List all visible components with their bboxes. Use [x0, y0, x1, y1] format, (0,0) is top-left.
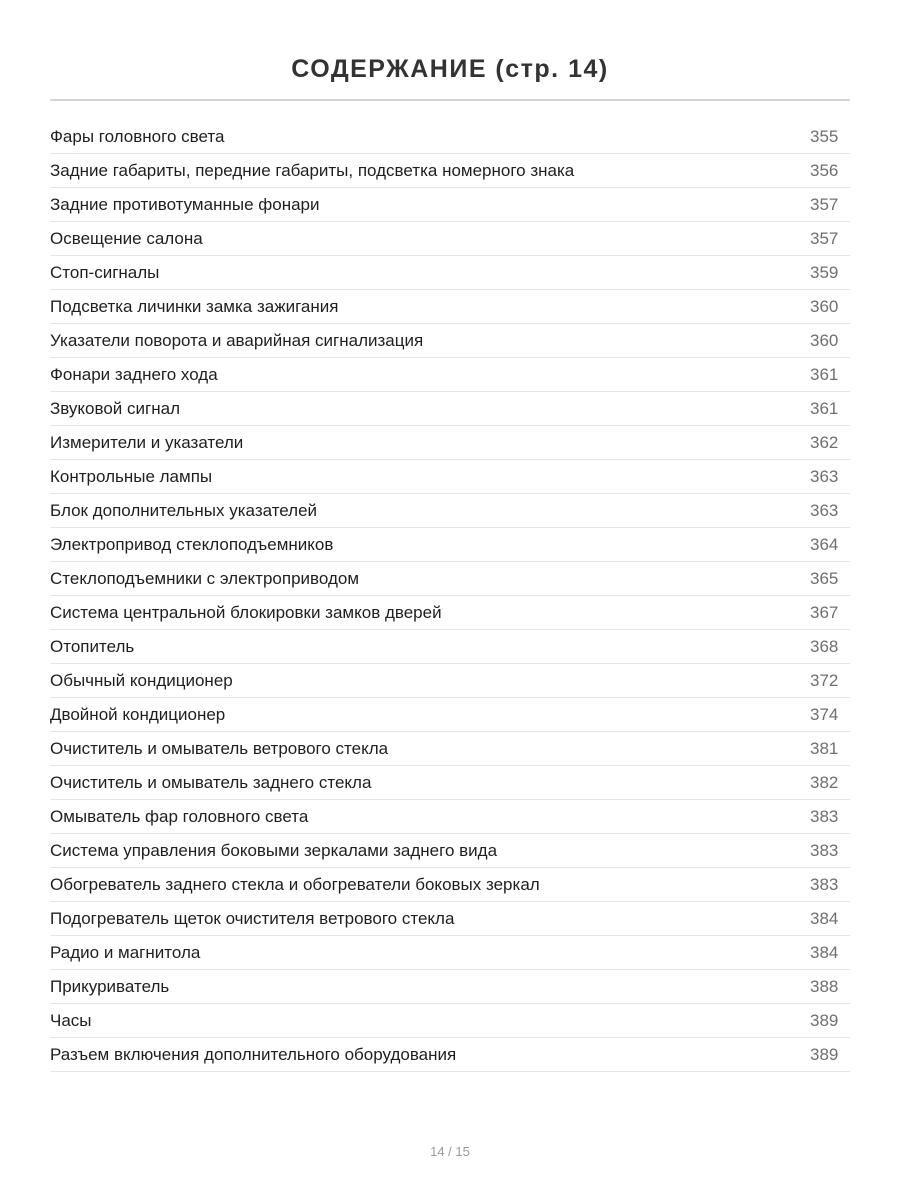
toc-entry[interactable] — [50, 732, 850, 766]
toc-entry-page-number[interactable]: 383 — [810, 840, 839, 860]
toc-entry-title[interactable]: Блок дополнительных указателей — [50, 500, 318, 520]
toc-entry-title[interactable]: Очиститель и омыватель ветрового стекла — [50, 738, 389, 758]
toc-entry[interactable] — [50, 460, 850, 494]
toc-entry[interactable] — [50, 1038, 850, 1072]
toc-entry[interactable] — [50, 426, 850, 460]
toc-entry-title[interactable]: Система центральной блокировки замков дверей — [50, 602, 442, 622]
toc-entry-page-number[interactable]: 381 — [810, 738, 839, 758]
toc-entry-page-number[interactable]: 389 — [810, 1044, 839, 1064]
toc-entry[interactable] — [50, 392, 850, 426]
title-divider — [50, 99, 850, 101]
toc-entry[interactable] — [50, 494, 850, 528]
toc-entry-page-number[interactable]: 359 — [810, 262, 839, 282]
toc-entry-title[interactable]: Стоп-сигналы — [50, 262, 160, 282]
toc-entry[interactable] — [50, 120, 850, 154]
toc-entry-page-number[interactable]: 363 — [810, 500, 839, 520]
toc-entry-page-number[interactable]: 361 — [810, 398, 839, 418]
toc-entry-title[interactable]: Радио и магнитола — [50, 942, 201, 962]
toc-entry[interactable] — [50, 766, 850, 800]
toc-entry-page-number[interactable]: 357 — [810, 228, 839, 248]
toc-entry[interactable] — [50, 1004, 850, 1038]
toc-entry-page-number[interactable]: 389 — [810, 1010, 839, 1030]
toc-entry-page-number[interactable]: 382 — [810, 772, 839, 792]
toc-entry-title[interactable]: Задние противотуманные фонари — [50, 194, 320, 214]
toc-entry-page-number[interactable]: 374 — [810, 704, 839, 724]
toc-entry[interactable] — [50, 358, 850, 392]
toc-entry-title[interactable]: Освещение салона — [50, 228, 203, 248]
toc-entry-title[interactable]: Задние габариты, передние габариты, подсветка номерного знака — [50, 160, 575, 180]
toc-entry[interactable] — [50, 970, 850, 1004]
toc-entry-title[interactable]: Подсветка личинки замка зажигания — [50, 296, 339, 316]
toc-entry-page-number[interactable]: 357 — [810, 194, 839, 214]
toc-entry[interactable] — [50, 256, 850, 290]
toc-entry-title[interactable]: Часы — [50, 1010, 92, 1030]
toc-entry[interactable] — [50, 868, 850, 902]
toc-entry[interactable] — [50, 664, 850, 698]
toc-entry-title[interactable]: Контрольные лампы — [50, 466, 213, 486]
toc-entry-page-number[interactable]: 364 — [810, 534, 839, 554]
table-of-contents — [50, 120, 850, 1072]
toc-entry-page-number[interactable]: 362 — [810, 432, 839, 452]
toc-entry-title[interactable]: Фонари заднего хода — [50, 364, 218, 384]
toc-entry-page-number[interactable]: 384 — [810, 942, 839, 962]
toc-entry-title[interactable]: Разъем включения дополнительного оборудования — [50, 1044, 457, 1064]
toc-entry-title[interactable]: Система управления боковыми зеркалами заднего вида — [50, 840, 498, 860]
toc-entry[interactable] — [50, 324, 850, 358]
toc-entry-title[interactable]: Очиститель и омыватель заднего стекла — [50, 772, 372, 792]
page-counter: 14 / 15 — [430, 1144, 470, 1159]
toc-entry-page-number[interactable]: 368 — [810, 636, 839, 656]
toc-entry-page-number[interactable]: 383 — [810, 874, 839, 894]
toc-entry[interactable] — [50, 936, 850, 970]
toc-entry-page-number[interactable]: 367 — [810, 602, 839, 622]
toc-entry-title[interactable]: Обогреватель заднего стекла и обогреватели боковых зеркал — [50, 874, 540, 894]
toc-entry-page-number[interactable]: 383 — [810, 806, 839, 826]
toc-entry[interactable] — [50, 562, 850, 596]
toc-entry-page-number[interactable]: 372 — [810, 670, 839, 690]
toc-entry-title[interactable]: Омыватель фар головного света — [50, 806, 309, 826]
toc-entry-title[interactable]: Звуковой сигнал — [50, 398, 180, 418]
toc-entry[interactable] — [50, 596, 850, 630]
toc-entry-title[interactable]: Двойной кондиционер — [50, 704, 226, 724]
toc-entry-title[interactable]: Отопитель — [50, 636, 135, 656]
toc-entry-page-number[interactable]: 384 — [810, 908, 839, 928]
toc-entry[interactable] — [50, 800, 850, 834]
toc-entry-title[interactable]: Обычный кондиционер — [50, 670, 233, 690]
toc-entry-title[interactable]: Измерители и указатели — [50, 432, 244, 452]
toc-entry[interactable] — [50, 188, 850, 222]
toc-entry[interactable] — [50, 902, 850, 936]
toc-entry-title[interactable]: Подогреватель щеток очистителя ветрового стекла — [50, 908, 455, 928]
toc-entry[interactable] — [50, 154, 850, 188]
toc-entry-page-number[interactable]: 365 — [810, 568, 839, 588]
toc-entry-title[interactable]: Прикуриватель — [50, 976, 170, 996]
toc-entry[interactable] — [50, 630, 850, 664]
toc-entry-title[interactable]: Стеклоподъемники с электроприводом — [50, 568, 360, 588]
toc-entry[interactable] — [50, 698, 850, 732]
toc-entry[interactable] — [50, 834, 850, 868]
toc-entry-page-number[interactable]: 355 — [810, 126, 839, 146]
toc-entry-page-number[interactable]: 361 — [810, 364, 839, 384]
toc-entry-page-number[interactable]: 363 — [810, 466, 839, 486]
page-title: СОДЕРЖАНИЕ (стр. 14) — [291, 54, 609, 83]
toc-entry-page-number[interactable]: 360 — [810, 330, 839, 350]
toc-entry[interactable] — [50, 222, 850, 256]
toc-entry-title[interactable]: Электропривод стеклоподъемников — [50, 534, 334, 554]
toc-entry[interactable] — [50, 528, 850, 562]
toc-entry[interactable] — [50, 290, 850, 324]
toc-entry-title[interactable]: Фары головного света — [50, 126, 225, 146]
toc-entry-page-number[interactable]: 388 — [810, 976, 839, 996]
toc-entry-page-number[interactable]: 360 — [810, 296, 839, 316]
toc-entry-title[interactable]: Указатели поворота и аварийная сигнализация — [50, 330, 424, 350]
toc-entry-page-number[interactable]: 356 — [810, 160, 839, 180]
